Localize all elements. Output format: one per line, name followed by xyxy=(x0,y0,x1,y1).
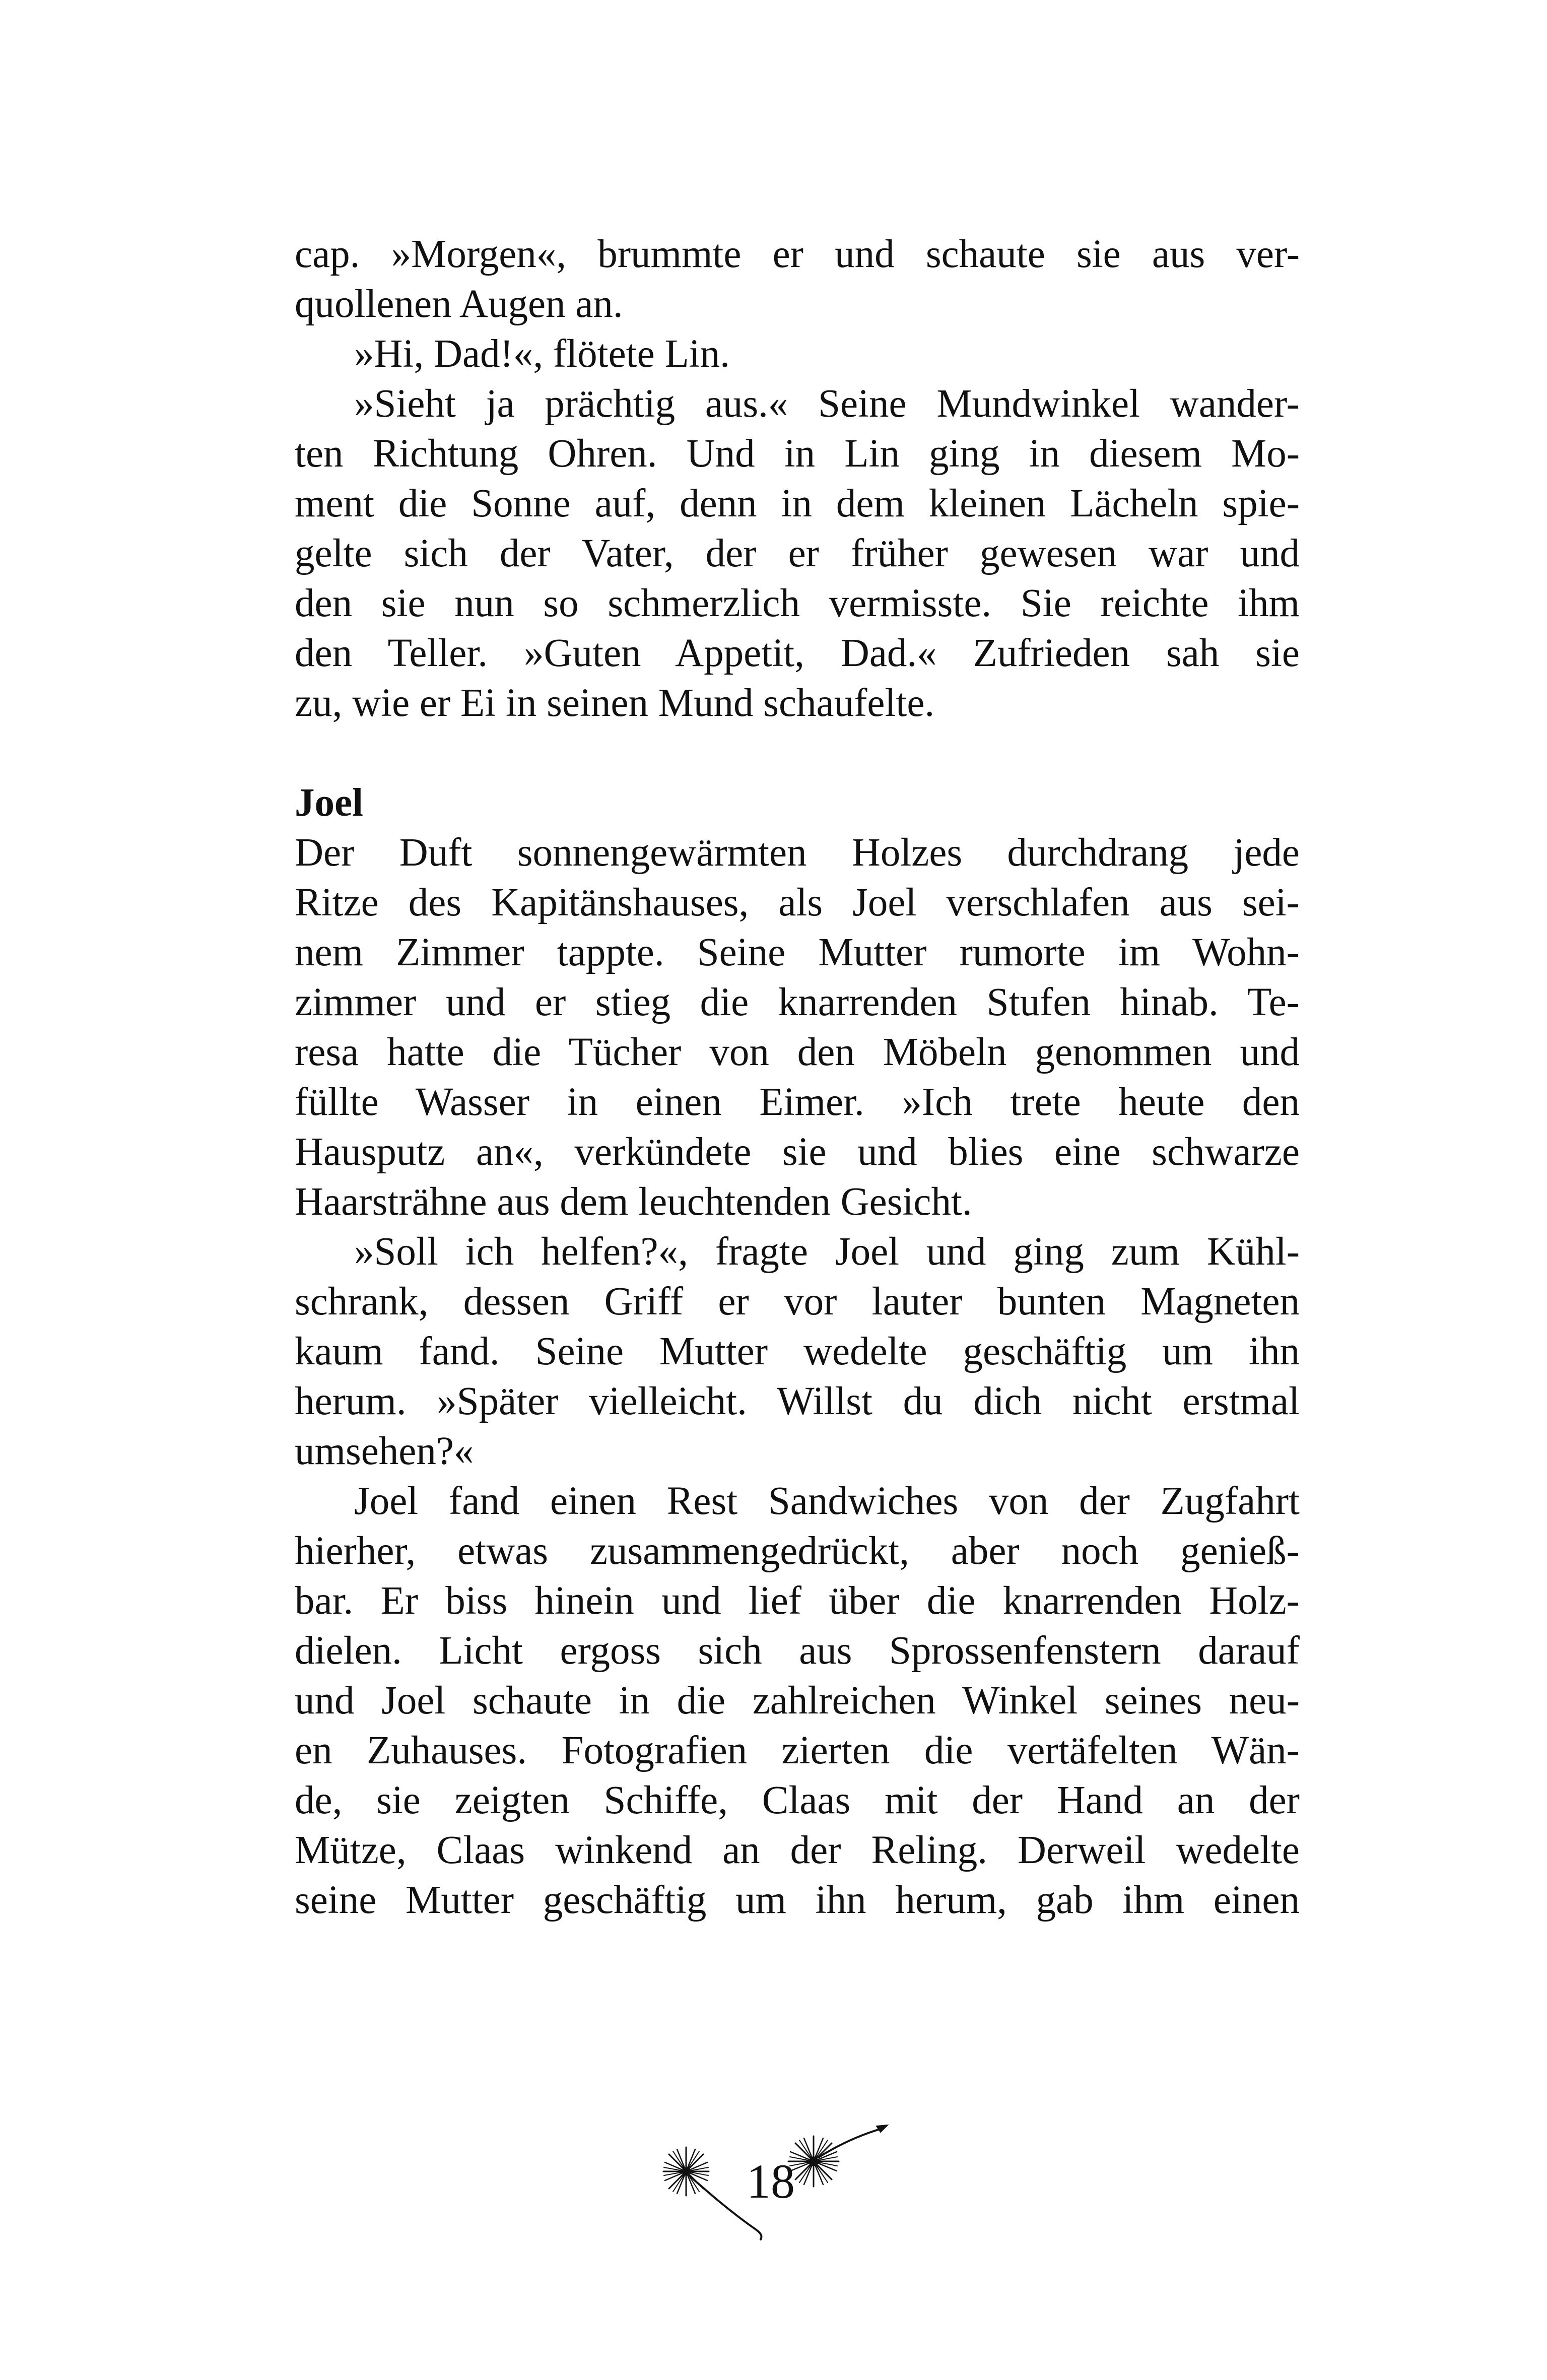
text-line: bar. Er biss hinein und lief über die knarrenden Holz- xyxy=(295,1579,1300,1623)
text-line: und Joel schaute in die zahlreichen Winkel seines neu- xyxy=(295,1679,1300,1723)
text-line: schrank, dessen Griff er vor lauter bunten Magneten xyxy=(295,1280,1300,1324)
section-heading: Joel xyxy=(295,781,364,825)
text-line: umsehen?« xyxy=(295,1429,474,1473)
text-line: resa hatte die Tücher von den Möbeln genommen und xyxy=(295,1030,1300,1074)
text-line: ment die Sonne auf, denn in dem kleinen Lächeln spie- xyxy=(295,482,1300,525)
body-text xyxy=(295,229,1300,1925)
text-line: en Zuhauses. Fotografien zierten die vertäfelten Wän- xyxy=(295,1729,1300,1772)
text-line: Der Duft sonnengewärmten Holzes durchdrang jede xyxy=(295,831,1300,875)
page-number: 18 xyxy=(747,2154,795,2208)
text-line: den Teller. »Guten Appetit, Dad.« Zufrieden sah sie xyxy=(295,631,1300,675)
text-line: dielen. Licht ergoss sich aus Sprossenfenstern darauf xyxy=(295,1629,1300,1673)
text-line: gelte sich der Vater, der er früher gewesen war und xyxy=(295,532,1300,575)
left-seed-head xyxy=(663,2147,709,2196)
text-line: de, sie zeigten Schiffe, Claas mit der Hand an der xyxy=(295,1778,1300,1822)
text-line: herum. »Später vielleicht. Willst du dich nicht erstmal xyxy=(295,1379,1300,1423)
text-line: den sie nun so schmerzlich vermisste. Sie reichte ihm xyxy=(295,581,1300,625)
text-line: zimmer und er stieg die knarrenden Stufen hinab. Te- xyxy=(295,980,1300,1024)
text-line: seine Mutter geschäftig um ihn herum, gab ihm einen xyxy=(295,1878,1300,1922)
text-line: Haarsträhne aus dem leuchtenden Gesicht. xyxy=(295,1180,972,1224)
text-line: cap. »Morgen«, brummte er und schaute sie aus ver- xyxy=(295,232,1300,276)
text-line: hierher, etwas zusammengedrückt, aber noch genieß- xyxy=(295,1529,1300,1573)
text-line: Hausputz an«, verkündete sie und blies eine schwarze xyxy=(295,1130,1300,1174)
text-line: »Soll ich helfen?«, fragte Joel und ging zum Kühl- xyxy=(354,1230,1300,1274)
text-line xyxy=(295,728,1300,778)
text-line: Ritze des Kapitänshauses, als Joel verschlafen aus sei- xyxy=(295,881,1300,924)
text-line: »Sieht ja prächtig aus.« Seine Mundwinkel wander- xyxy=(354,382,1300,426)
text-line: füllte Wasser in einen Eimer. »Ich trete heute den xyxy=(295,1080,1300,1124)
text-line: quollenen Augen an. xyxy=(295,282,623,326)
text-line: nem Zimmer tappte. Seine Mutter rumorte im Wohn- xyxy=(295,931,1300,974)
text-line: ten Richtung Ohren. Und in Lin ging in diesem Mo- xyxy=(295,432,1300,476)
text-line: Mütze, Claas winkend an der Reling. Derweil wedelte xyxy=(295,1828,1300,1872)
text-line: zu, wie er Ei in seinen Mund schaufelte. xyxy=(295,681,935,725)
text-line: Joel fand einen Rest Sandwiches von der Zugfahrt xyxy=(354,1479,1300,1523)
text-line: »Hi, Dad!«, flötete Lin. xyxy=(354,332,730,376)
text-line: kaum fand. Seine Mutter wedelte geschäftig um ihn xyxy=(295,1330,1300,1373)
